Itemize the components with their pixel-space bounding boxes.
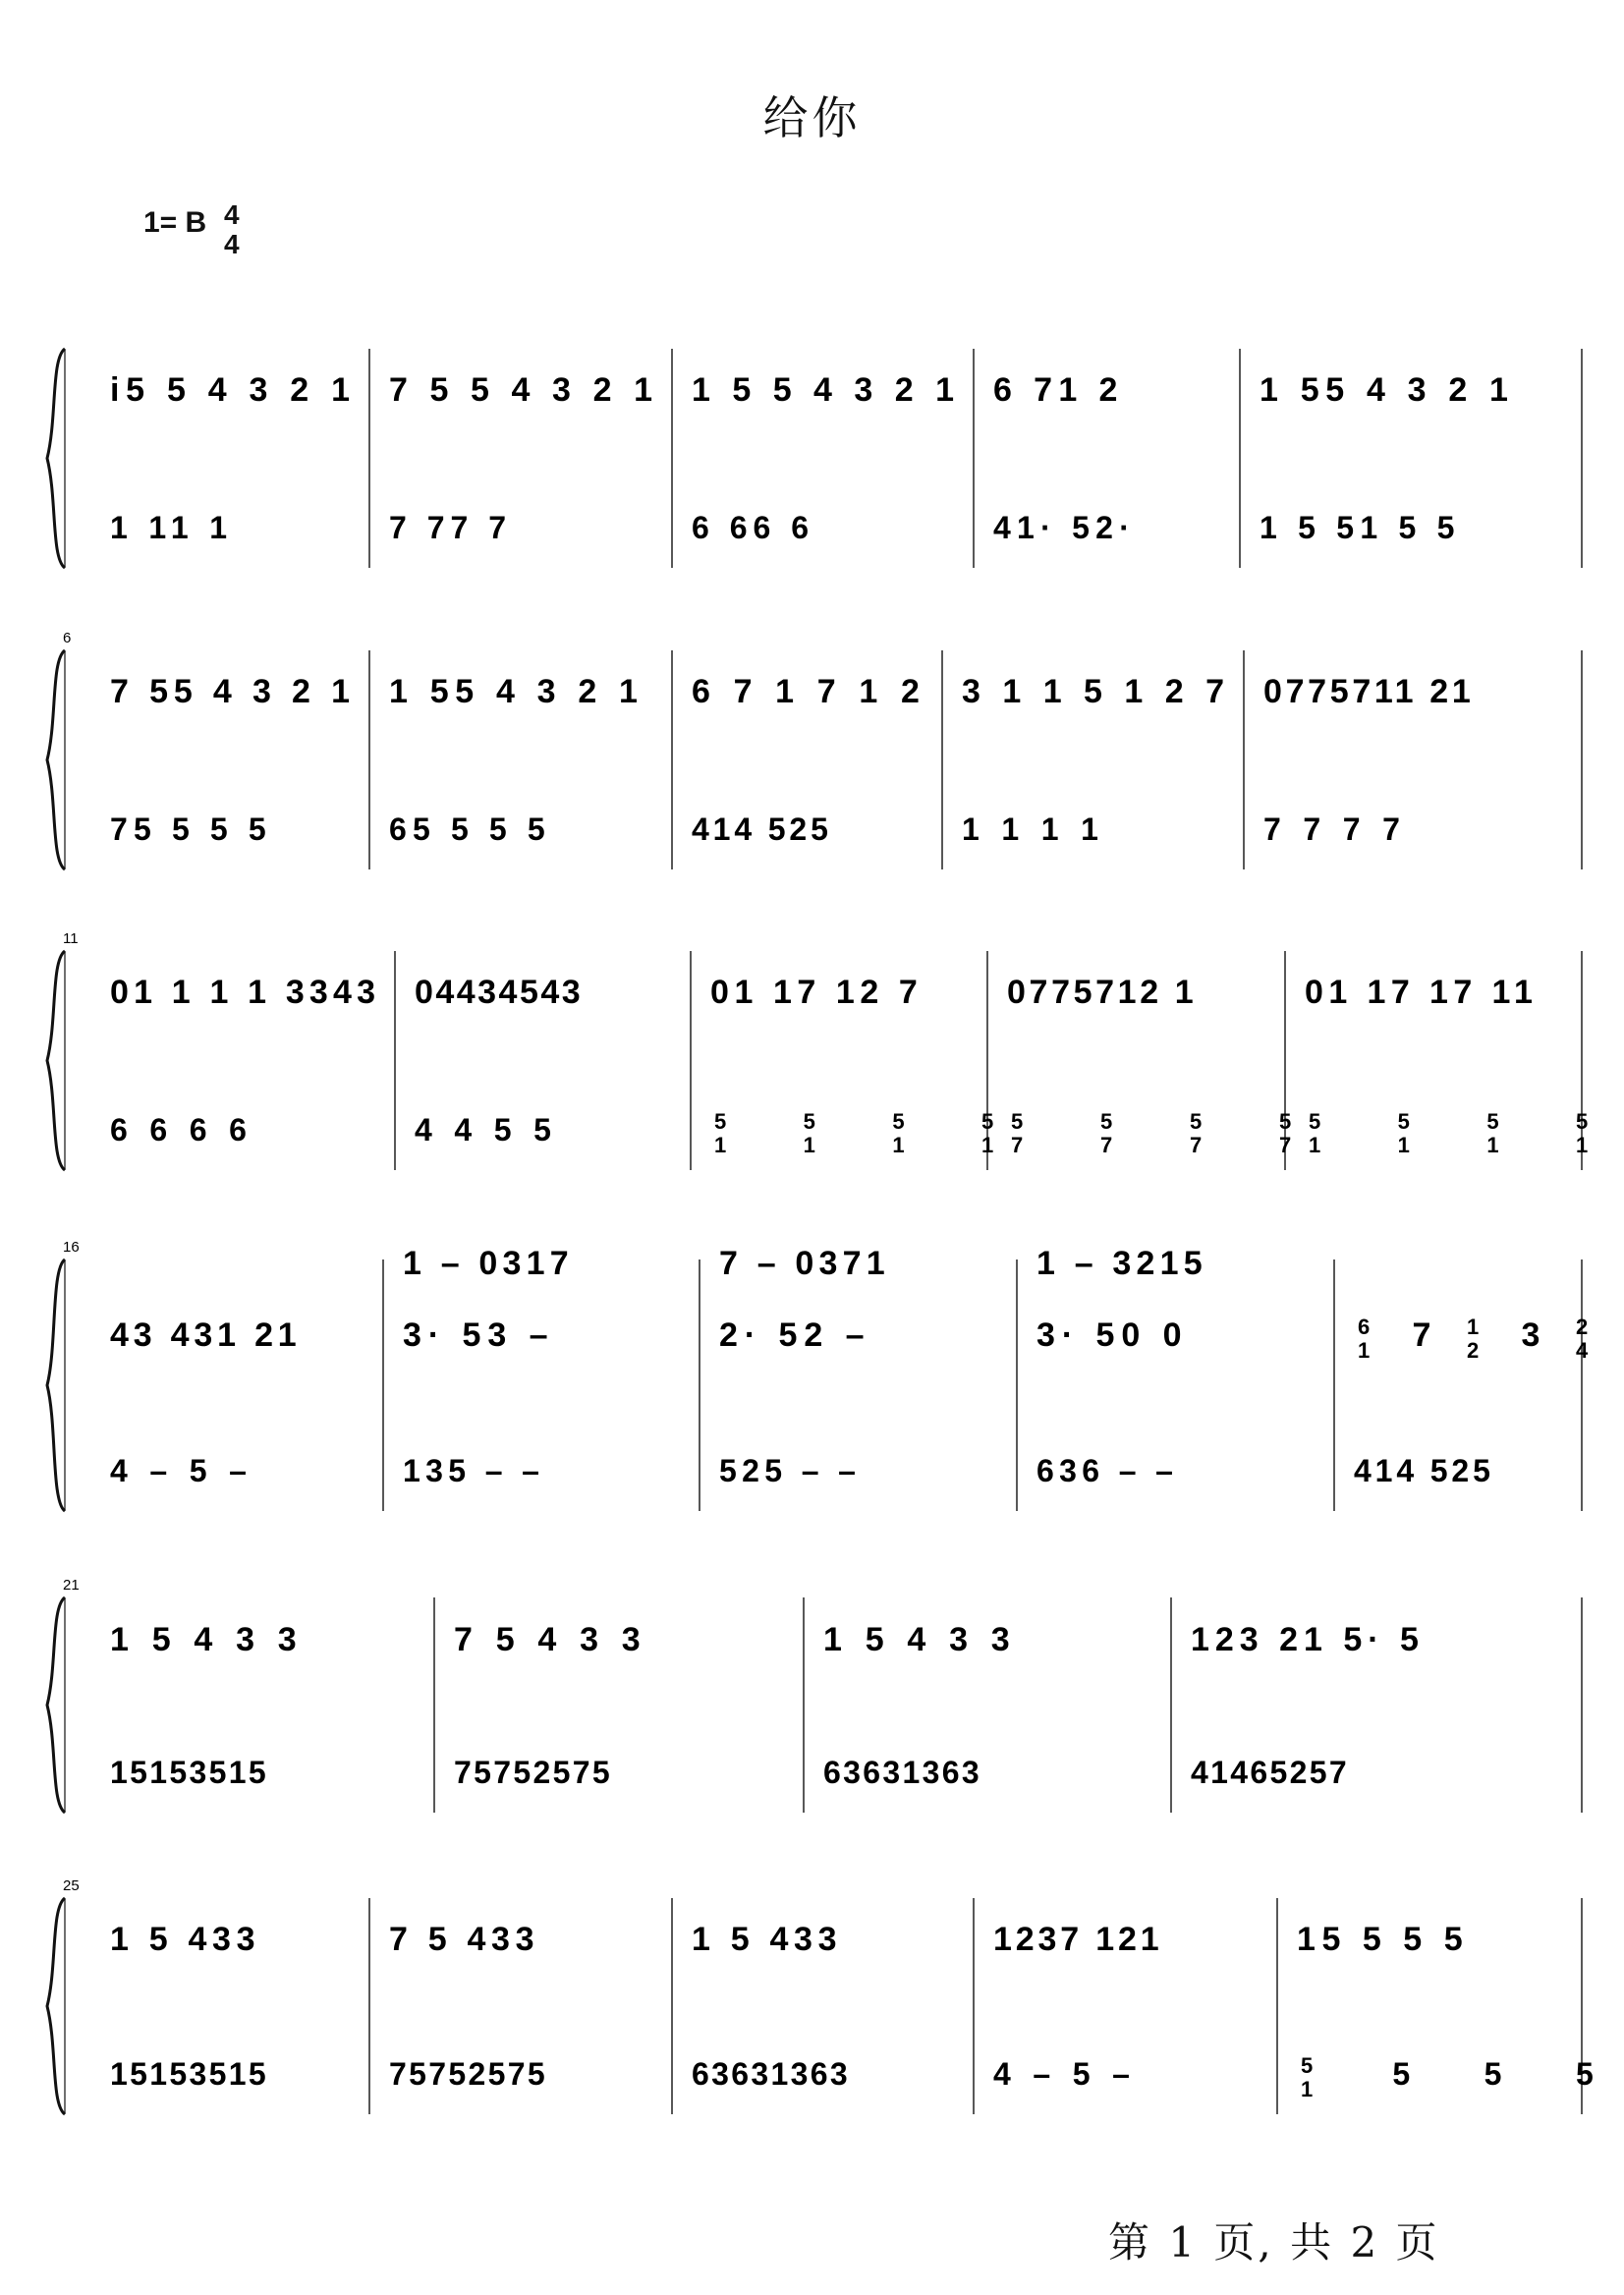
upper-voice-notes: [710, 974, 918, 1011]
system-brace: [47, 951, 65, 1170]
lower-voice-notes: [110, 1755, 266, 1790]
chord-note-top: 5: [981, 1109, 994, 1134]
lower-voice-notes: [389, 2056, 545, 2092]
lower-voice-notes: [719, 1453, 856, 1488]
upper-voice-notes: [692, 371, 954, 409]
lower-voice-notes: [110, 812, 266, 847]
note-line: 1 55 4 3 2 1: [389, 673, 638, 710]
note-line: 6 7 1 7 1 2: [692, 673, 920, 710]
upper-voice-notes: [1263, 673, 1471, 710]
chord-note-top: 5: [1190, 1109, 1203, 1134]
chord-note-bottom: 4: [1576, 1338, 1589, 1363]
lower-voice-notes: [993, 510, 1130, 545]
note-line: 1 5 433: [110, 1921, 255, 1958]
lower-voice-notes: [823, 1755, 980, 1790]
chord-note-bottom: 7: [1190, 1133, 1203, 1157]
note-line: 6 66 6: [692, 510, 810, 545]
upper-voice-notes: [110, 1621, 297, 1658]
chord-note-top: 5: [1576, 1109, 1589, 1134]
chord-note-top: 5: [1011, 1109, 1024, 1134]
key-signature: 1= B: [143, 206, 207, 239]
lower-voice-notes: [1301, 2053, 1594, 2101]
measure: [110, 1621, 297, 1790]
note-line: 15 5 5 5: [1297, 1921, 1463, 1958]
upper-voice-notes: [1007, 974, 1194, 1011]
upper-voice-notes: [993, 371, 1117, 409]
upper-voice-notes: [719, 1316, 865, 1354]
note-line: 7 5 4 3 3: [454, 1621, 641, 1658]
chord-note-bottom: 1: [1576, 1133, 1589, 1157]
note-line: 636 – –: [1036, 1453, 1173, 1488]
time-signature-bottom: 4: [224, 229, 240, 259]
note-line: 7 5 5 4 3 2 1: [389, 371, 652, 409]
chord-note-bottom: 2: [1467, 1338, 1480, 1363]
upper-voice-notes: [1260, 371, 1508, 409]
lower-voice-notes: [692, 812, 828, 847]
note-line: 63631363: [823, 1755, 980, 1790]
lower-voice-notes: [1191, 1755, 1347, 1790]
lower-voice-notes: [454, 1755, 610, 1790]
note-line: 4 – 5 –: [993, 2056, 1130, 2092]
note-line: 01 1 1 1 3343: [110, 974, 375, 1011]
upper-voice-notes: [823, 1621, 1010, 1658]
measure: [389, 371, 652, 545]
measure: [1263, 673, 1471, 847]
score-title: 给你: [762, 91, 862, 144]
measure: [1305, 974, 1588, 1157]
note-line: 7 – 0371: [719, 1245, 885, 1282]
note-line: 75752575: [389, 2056, 545, 2092]
note: 5: [1576, 2056, 1594, 2092]
lower-voice-notes: [714, 1109, 993, 1157]
lower-voice-notes: [1309, 1109, 1588, 1157]
top-voice-notes: [719, 1245, 885, 1282]
note: 5: [1484, 2056, 1502, 2092]
upper-voice-notes: [389, 1921, 534, 1958]
lower-voice-notes: [110, 510, 227, 545]
note-line: 525 – –: [719, 1453, 856, 1488]
measure-number: 11: [63, 930, 79, 947]
measure: [993, 1921, 1159, 2092]
chord-note-bottom: 1: [714, 1133, 727, 1157]
lower-voice-notes: [692, 2056, 848, 2092]
system-brace: [47, 349, 65, 568]
measure: [389, 1921, 545, 2092]
upper-voice-notes: [1191, 1621, 1419, 1658]
lower-voice-notes: [110, 1112, 247, 1148]
measure: [1297, 1921, 1594, 2101]
upper-voice-notes: [1297, 1921, 1463, 1958]
measure-number: 16: [63, 1239, 80, 1256]
note: 5: [1392, 2056, 1411, 2092]
measure: [415, 974, 581, 1148]
system-brace: [47, 1259, 65, 1511]
system-brace: [47, 1898, 65, 2114]
upper-voice-notes: [110, 371, 350, 409]
chord-note-bottom: 1: [1397, 1133, 1410, 1157]
chord-note-top: 5: [1309, 1109, 1321, 1134]
note-line: 6 71 2: [993, 371, 1118, 409]
chord-note-bottom: 1: [1358, 1338, 1371, 1363]
lower-voice-notes: [110, 1453, 247, 1488]
note-line: i5 5 4 3 2 1: [110, 371, 350, 409]
note-line: 15153515: [110, 1755, 266, 1790]
chord-note-top: 5: [1486, 1109, 1499, 1134]
note-line: 01 17 17 11: [1305, 974, 1533, 1011]
system-4: [47, 1239, 1589, 1511]
note-line: 1237 121: [993, 1921, 1159, 1958]
note-line: 4 4 5 5: [415, 1112, 551, 1148]
chord-note-bottom: 1: [981, 1133, 994, 1157]
note-line: 123 21 5· 5: [1191, 1621, 1419, 1658]
measure: [710, 974, 993, 1157]
note-line: 1 5 4 3 3: [110, 1621, 297, 1658]
note-line: 0775712 1: [1007, 974, 1194, 1011]
lower-voice-notes: [692, 510, 809, 545]
top-voice-notes: [403, 1245, 569, 1282]
upper-voice-notes: [454, 1621, 641, 1658]
note-line: 04434543: [415, 974, 581, 1011]
upper-voice-notes: [962, 673, 1224, 710]
measure: [110, 673, 350, 847]
measure: [719, 1245, 885, 1488]
note-line: 6 6 6 6: [110, 1112, 247, 1148]
upper-voice-notes: [1358, 1315, 1589, 1363]
note-line: 1 1 1 1: [962, 812, 1098, 847]
note-line: 01 17 12 7: [710, 974, 918, 1011]
system-2: [47, 630, 1582, 869]
chord-note-top: 1: [1467, 1315, 1480, 1339]
note-line: 41465257: [1191, 1755, 1347, 1790]
lower-voice-notes: [403, 1453, 539, 1488]
note-line: 7 7 7 7: [1263, 812, 1400, 847]
measure: [110, 1921, 266, 2092]
system-brace: [47, 650, 65, 869]
note-line: 4 – 5 –: [110, 1453, 247, 1488]
lower-voice-notes: [110, 2056, 266, 2092]
measure: [1036, 1245, 1203, 1488]
measure: [692, 371, 954, 545]
measure: [1354, 1315, 1589, 1488]
upper-voice-notes: [389, 673, 638, 710]
measure: [1260, 371, 1508, 545]
system-1: [47, 349, 1582, 568]
chord-note-bottom: 7: [1100, 1133, 1113, 1157]
lower-voice-notes: [993, 2056, 1130, 2092]
note-line: 3 1 1 5 1 2 7: [962, 673, 1224, 710]
measure: [110, 974, 375, 1148]
measure: [692, 673, 920, 847]
note-line: 1 5 4 3 3: [823, 1621, 1010, 1658]
measure: [823, 1621, 1010, 1790]
note-line: 1 5 433: [692, 1921, 837, 1958]
note-line: 1 – 0317: [403, 1245, 569, 1282]
lower-voice-notes: [1260, 510, 1454, 545]
page-footer: 第 1 页, 共 2 页: [1108, 2218, 1440, 2267]
measure: [1191, 1621, 1419, 1790]
measure: [692, 1921, 848, 2092]
lower-voice-notes: [415, 1112, 551, 1148]
lower-voice-notes: [389, 812, 545, 847]
note-line: 1 – 3215: [1036, 1245, 1203, 1282]
system-5: [47, 1577, 1582, 1813]
lower-voice-notes: [1263, 812, 1400, 847]
top-voice-notes: [1036, 1245, 1203, 1282]
measure: [403, 1245, 569, 1488]
lower-voice-notes: [1011, 1109, 1291, 1157]
time-signature-top: 4: [224, 199, 240, 230]
note-line: 1 5 5 4 3 2 1: [692, 371, 954, 409]
note-line: 65 5 5 5: [389, 812, 545, 847]
chord-note-bottom: 1: [803, 1133, 815, 1157]
note-line: 414 525: [692, 812, 828, 847]
lower-voice-notes: [389, 510, 506, 545]
note-line: 75752575: [454, 1755, 610, 1790]
upper-voice-notes: [1305, 974, 1533, 1011]
upper-voice-notes: [692, 1921, 837, 1958]
system-6: [47, 1877, 1594, 2114]
chord-note-bottom: 7: [1279, 1133, 1292, 1157]
measure: [454, 1621, 641, 1790]
upper-voice-notes: [110, 673, 350, 710]
chord-note-top: 2: [1576, 1315, 1589, 1339]
upper-voice-notes: [1036, 1316, 1182, 1354]
note-line: 75 5 5 5: [110, 812, 266, 847]
upper-voice-notes: [403, 1316, 548, 1354]
note-line: 1 5 51 5 5: [1260, 510, 1455, 545]
chord-note-top: 6: [1358, 1315, 1371, 1339]
upper-voice-notes: [389, 371, 652, 409]
note-line: 3· 53 –: [403, 1316, 548, 1354]
chord-note-bottom: 1: [1486, 1133, 1499, 1157]
lower-voice-notes: [1354, 1453, 1490, 1488]
note-line: 43 431 21: [110, 1316, 297, 1354]
measure: [962, 673, 1224, 847]
upper-voice-notes: [110, 974, 375, 1011]
measure-number: 25: [63, 1877, 80, 1894]
note-line: 63631363: [692, 2056, 848, 2092]
upper-voice-notes: [692, 673, 920, 710]
note-line: 7 77 7: [389, 510, 507, 545]
system-3: [47, 930, 1588, 1170]
lower-voice-notes: [962, 812, 1098, 847]
measure-number: 6: [63, 630, 72, 646]
note: 3: [1521, 1316, 1540, 1354]
note-line: 1 55 4 3 2 1: [1260, 371, 1508, 409]
measure: [110, 1316, 297, 1488]
note-line: 0775711 21: [1263, 673, 1471, 710]
measure: [1007, 974, 1291, 1157]
chord-note-top: 5: [892, 1109, 905, 1134]
upper-voice-notes: [993, 1921, 1159, 1958]
chord-note-top: 5: [1301, 2053, 1314, 2078]
chord-note-top: 5: [1100, 1109, 1113, 1134]
measure: [993, 371, 1130, 545]
chord-note-top: 5: [714, 1109, 727, 1134]
chord-note-bottom: 1: [1309, 1133, 1321, 1157]
measure: [110, 371, 350, 545]
note-line: 7 5 433: [389, 1921, 534, 1958]
note-line: 7 55 4 3 2 1: [110, 673, 350, 710]
chord-note-top: 5: [1397, 1109, 1410, 1134]
chord-note-bottom: 7: [1011, 1133, 1024, 1157]
note-line: 414 525: [1354, 1453, 1490, 1488]
note-line: 135 – –: [403, 1453, 539, 1488]
note-line: 1 11 1: [110, 510, 228, 545]
note-line: 2· 52 –: [719, 1316, 865, 1354]
upper-voice-notes: [110, 1921, 255, 1958]
measure: [389, 673, 638, 847]
lower-voice-notes: [1036, 1453, 1173, 1488]
system-brace: [47, 1597, 65, 1813]
note-line: 15153515: [110, 2056, 266, 2092]
note-line: 41· 52·: [993, 510, 1130, 545]
chord-note-bottom: 1: [892, 1133, 905, 1157]
note-line: 3· 50 0: [1036, 1316, 1182, 1354]
upper-voice-notes: [415, 974, 581, 1011]
upper-voice-notes: [110, 1316, 297, 1354]
note: 7: [1412, 1316, 1431, 1354]
chord-note-bottom: 1: [1301, 2077, 1314, 2101]
chord-note-top: 5: [1279, 1109, 1292, 1134]
measure-number: 21: [63, 1577, 80, 1594]
chord-note-top: 5: [803, 1109, 815, 1134]
